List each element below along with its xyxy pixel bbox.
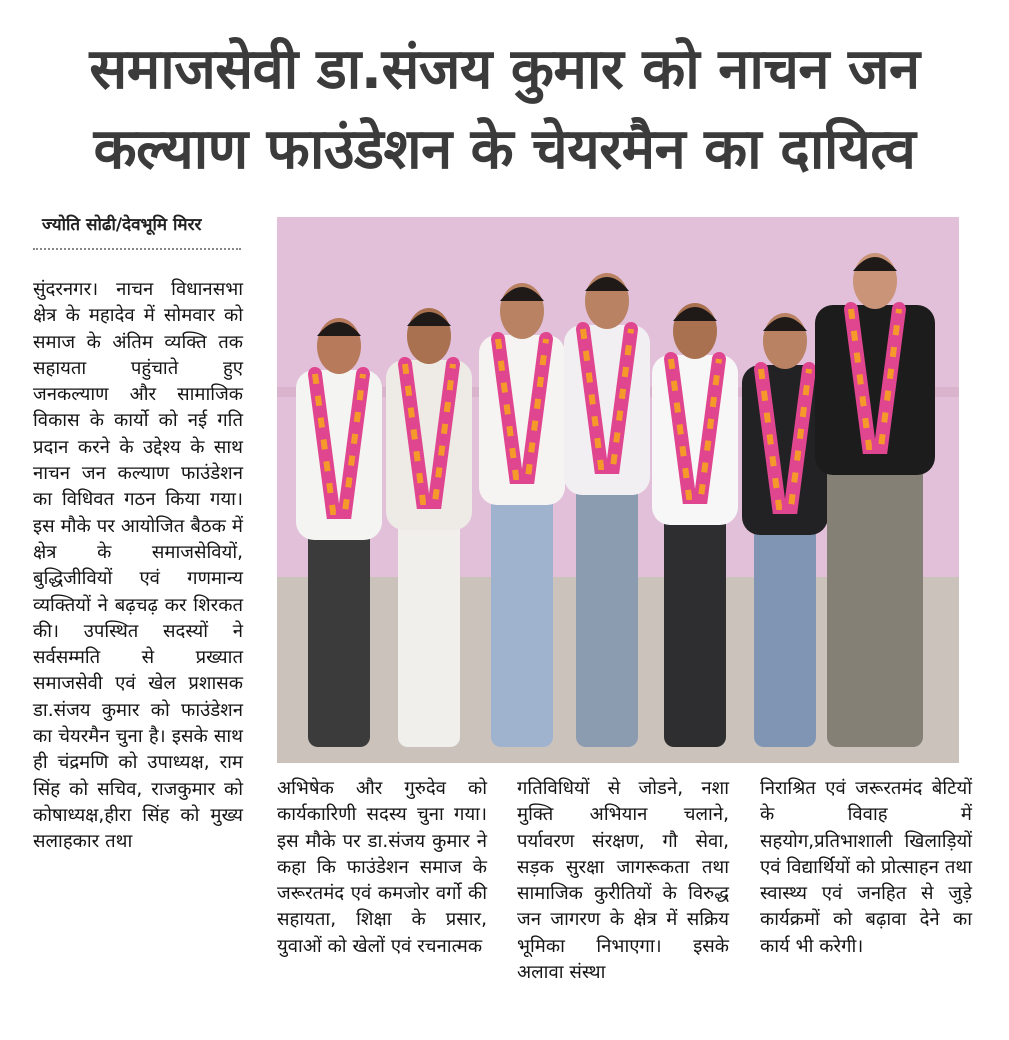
article-column-3	[517, 776, 729, 986]
article-column-1	[33, 277, 243, 856]
headline-line-1: समाजसेवी डा.संजय कुमार को नाचन जन	[89, 37, 920, 102]
person-figure	[386, 308, 472, 747]
article-column-4	[760, 776, 972, 960]
group-photo	[277, 217, 959, 763]
article-text: अभिषेक और गुरुदेव को कार्यकारिणी सदस्य चुना गया। इस मौके पर डा.संजय कुमार ने कहा कि फाउंडेशन समाज के जरूरतमंद एवं कमजोर वर्गो की सहायता, शिक्षा के प्रसार, युवाओं को खेलों एवं रचनात्मक	[277, 778, 487, 957]
byline-divider	[33, 248, 241, 250]
article-text: सुंदरनगर। नाचन विधानसभा क्षेत्र के महादेव में सोमवार को समाज के अंतिम व्यक्ति तक सहायता पहुंचाते हुए जनकल्याण और सामाजिक विकास के कार्यो को नई गति प्रदान करने के उद्देश्य के साथ नाचन जन कल्याण फाउंडेशन का विधिवत गठन किया गया। इस मौके पर आयोजित बैठक में क्षेत्र के समाजसेवियों, बुद्धिजीवियों एवं गणमान्य व्यक्तियों ने बढ़चढ़ कर शिरकत की। उपस्थित सदस्यों ने सर्वसम्मति से प्रख्यात समाजसेवी एवं खेल प्रशासक डा.संजय कुमार को फाउंडेशन का चेयरमैन चुना है। इसके साथ ही चंद्रमणि को उपाध्यक्ष, राम सिंह को सचिव, राजकुमार को कोषाध्यक्ष,हीरा सिंह को मुख्य सलाहकार तथा	[33, 279, 243, 853]
group-photo-illustration	[277, 217, 959, 763]
article-text: निराश्रित एवं जरूरतमंद बेटियों के विवाह में सहयोग,प्रतिभाशाली खिलाड़ियों एवं विद्यार्थियों को प्रोत्साहन तथा स्वास्थ्य एवं जनहित से जुड़े कार्यक्रमों को बढ़ावा देने का कार्य भी करेगी।	[760, 778, 972, 957]
person-figure	[564, 273, 650, 747]
person-figure	[479, 283, 565, 747]
article-text: गतिविधियों से जोडने, नशा मुक्ति अभियान चलाने, पर्यावरण संरक्षण, गौ सेवा, सड़क सुरक्षा जागरूकता तथा सामाजिक कुरीतियों के विरुद्ध जन जागरण के क्षेत्र में सक्रिय भूमिका निभाएगा। इसके अलावा संस्था	[517, 778, 729, 984]
person-figure	[652, 303, 738, 747]
byline: ज्योति सोढी/देवभूमि मिरर	[42, 215, 202, 235]
person-figure	[296, 318, 382, 747]
person-figure	[815, 253, 935, 747]
headline-line-2: कल्याण फाउंडेशन के चेयरमैन का दायित्व	[93, 117, 916, 182]
article-column-2	[277, 776, 487, 960]
